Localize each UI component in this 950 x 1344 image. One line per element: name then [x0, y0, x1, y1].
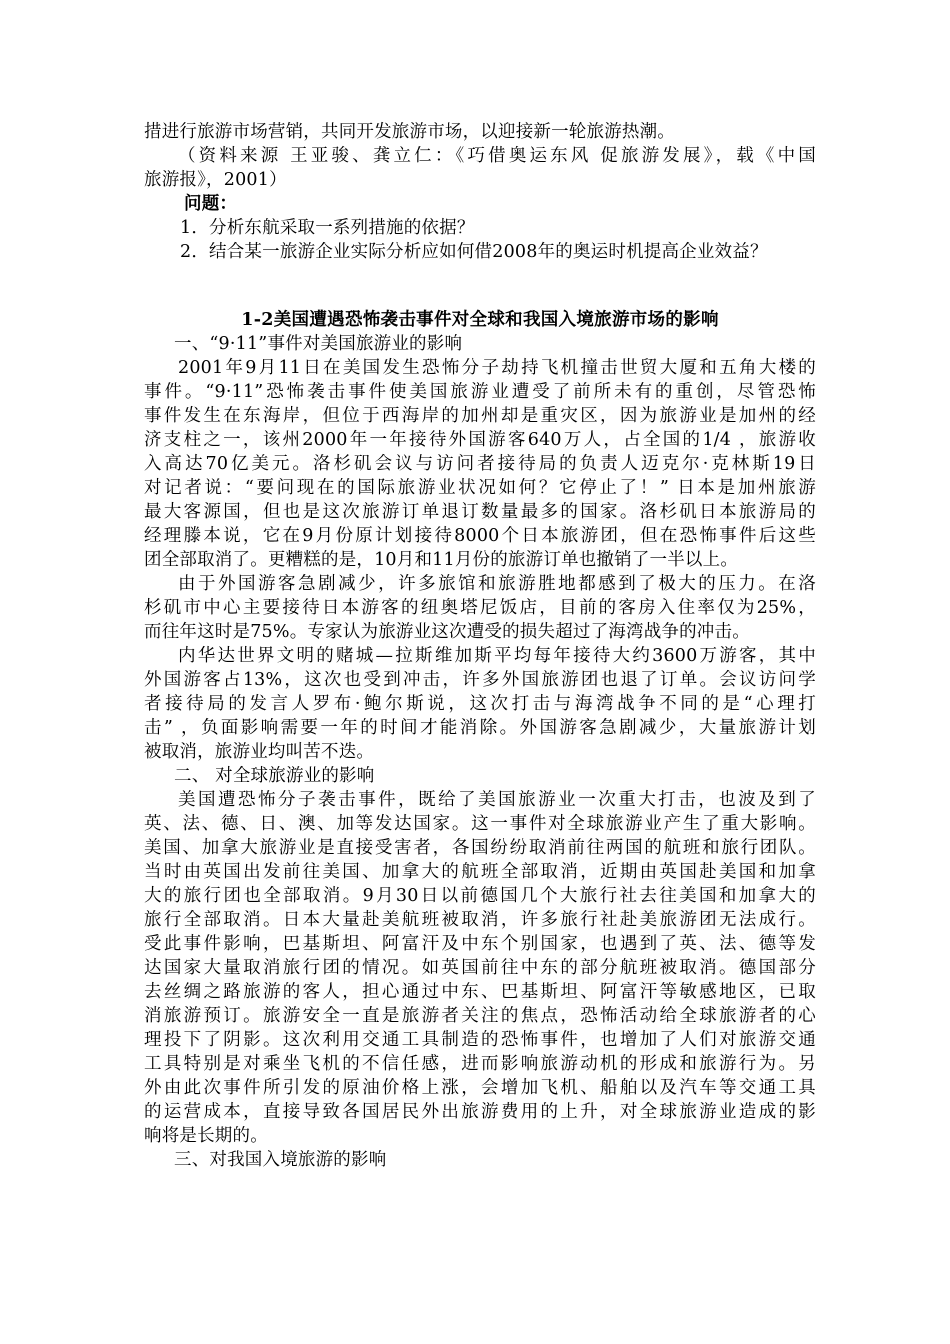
paragraph-line: 经理滕本说，它在9月份原计划接待8000个日本旅游团，但在恐怖事件后这些 [144, 526, 816, 546]
paragraph-line: 大的旅行团也全部取消。9月30日以前德国几个大旅行社去往美国和加拿大的 [144, 886, 816, 906]
paragraph-line: 而往年这时是75%。专家认为旅游业这次遭受的损失超过了海湾战争的冲击。 [144, 622, 750, 642]
document-page [144, 120, 816, 1172]
paragraph-line: 者接待局的发言人罗布·鲍尔斯说，这次打击与海湾战争不同的是“心理打 [144, 694, 816, 714]
question-item: 2．结合某一旅游企业实际分析应如何借2008年的奥运时机提高企业效益？ [180, 242, 768, 262]
paragraph-line: 事件。“9·11”恐怖袭击事件使美国旅游业遭受了前所未有的重创，尽管恐怖 [144, 382, 816, 402]
source-citation-line: 旅游报》，2001） [144, 170, 287, 190]
paragraph-line: 消旅游预订。旅游安全一直是旅游者关注的焦点，恐怖活动给全球旅游者的心 [144, 1006, 816, 1026]
paragraph-line: 济支柱之一，该州2000年一年接待外国游客640万人，占全国的1/4 ，旅游收 [144, 430, 816, 450]
paragraph-line: 美国、加拿大旅游业是直接受害者，各国纷纷取消前往两国的航班和旅行团队。 [144, 838, 816, 858]
paragraph-line: 外国游客占13%，这次也受到冲击，许多外国旅游团也退了订单。会议访问学 [144, 670, 816, 690]
paragraph-line: 当时由英国出发前往美国、加拿大的航班全部取消，近期由英国赴美国和加拿 [144, 862, 816, 882]
paragraph-line: 美国遭恐怖分子袭击事件，既给了美国旅游业一次重大打击，也波及到了 [178, 790, 816, 810]
paragraph-line: 英、法、德、日、澳、加等发达国家。这一事件对全球旅游业产生了重大影响。 [144, 814, 816, 834]
paragraph-line: 内华达世界文明的赌城—拉斯维加斯平均每年接待大约3600万游客，其中 [178, 646, 816, 666]
paragraph-line: 工具特别是对乘坐飞机的不信任感，进而影响旅游动机的形成和旅游行为。另 [144, 1054, 816, 1074]
paragraph-line: 受此事件影响，巴基斯坦、阿富汗及中东个别国家，也遇到了英、法、德等发 [144, 934, 816, 954]
paragraph-line: 由于外国游客急剧减少，许多旅馆和旅游胜地都感到了极大的压力。在洛 [178, 574, 816, 594]
questions-label: 问题： [184, 194, 238, 214]
paragraph-line: 响将是长期的。 [144, 1126, 268, 1146]
article-title: 1-2美国遭遇恐怖袭击事件对全球和我国入境旅游市场的影响 [241, 310, 719, 330]
paragraph-line: 团全部取消了。更糟糕的是，10月和11月份的旅游订单也撤销了一半以上。 [144, 550, 739, 570]
paragraph-line: 2001年9月11日在美国发生恐怖分子劫持飞机撞击世贸大厦和五角大楼的 [178, 358, 816, 378]
paragraph-line: 的运营成本，直接导致各国居民外出旅游费用的上升，对全球旅游业造成的影 [144, 1102, 816, 1122]
spacer [144, 264, 816, 308]
paragraph-line: 事件发生在东海岸，但位于西海岸的加州却是重灾区，因为旅游业是加州的经 [144, 406, 816, 426]
paragraph-line: 击” ，负面影响需要一年的时间才能消除。外国游客急剧减少，大量旅游计划 [144, 718, 816, 738]
paragraph-line: 旅行全部取消。日本大量赴美航班被取消，许多旅行社赴美旅游团无法成行。 [144, 910, 816, 930]
paragraph-line: 达国家大量取消旅行团的情况。如英国前往中东的部分航班被取消。德国部分 [144, 958, 816, 978]
question-item: 1．分析东航采取一系列措施的依据？ [180, 218, 475, 238]
paragraph-line: 去丝绸之路旅游的客人，担心通过中东、巴基斯坦、阿富汗等敏感地区，已取 [144, 982, 816, 1002]
paragraph-line: 入高达70亿美元。洛杉矶会议与访问者接待局的负责人迈克尔·克林斯19日 [144, 454, 816, 474]
paragraph-line: 杉矶市中心主要接待日本游客的纽奥塔尼饭店，目前的客房入住率仅为25%， [144, 598, 816, 618]
paragraph-line: 被取消，旅游业均叫苦不迭。 [144, 742, 375, 762]
paragraph-line: 理投下了阴影。这次利用交通工具制造的恐怖事件，也增加了人们对旅游交通 [144, 1030, 816, 1050]
intro-line: 措进行旅游市场营销，共同开发旅游市场，以迎接新一轮旅游热潮。 [144, 122, 675, 142]
section-heading-3: 三、对我国入境旅游的影响 [174, 1150, 387, 1170]
paragraph-line: 对记者说：“要问现在的国际旅游业状况如何？它停止了！” 日本是加州旅游 [144, 478, 816, 498]
source-citation-line: （资料来源 王亚骏、龚立仁：《巧借奥运东风 促旅游发展》，载《中国 [178, 146, 816, 166]
section-heading-1: 一、“9·11”事件对美国旅游业的影响 [174, 334, 463, 354]
paragraph-line: 外由此次事件所引发的原油价格上涨，会增加飞机、船舶以及汽车等交通工具 [144, 1078, 816, 1098]
paragraph-line: 最大客源国，但也是这次旅游订单退订数量最多的国家。洛杉矶日本旅游局的 [144, 502, 816, 522]
section-heading-2: 二、 对全球旅游业的影响 [174, 766, 375, 786]
